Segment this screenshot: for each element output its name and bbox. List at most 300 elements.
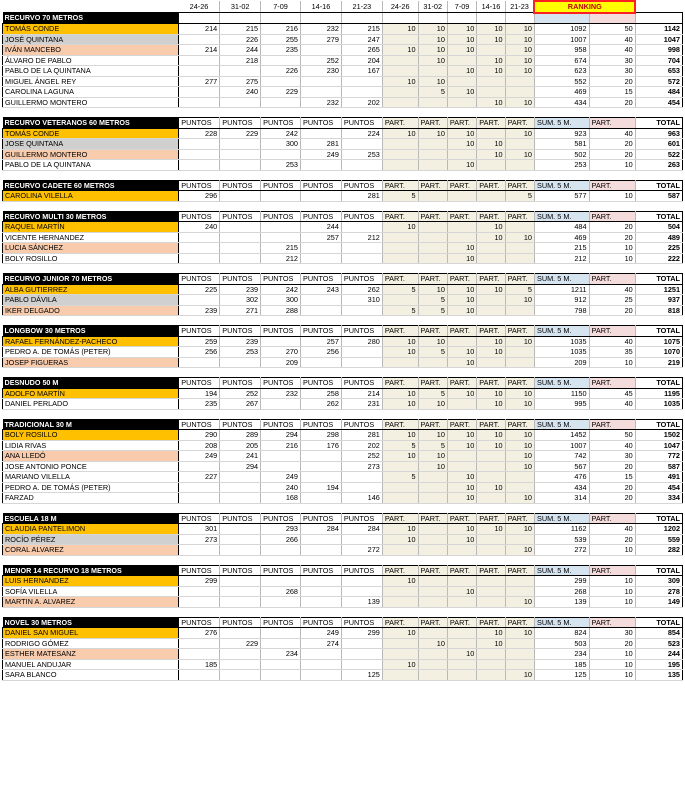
part-header: PART. bbox=[477, 419, 505, 430]
puntos-header: PUNTOS bbox=[261, 378, 301, 389]
points-cell bbox=[179, 670, 220, 681]
points-cell: 205 bbox=[220, 440, 261, 451]
part-header: PART. bbox=[589, 180, 635, 191]
archer-name: RODRIGO GÓMEZ bbox=[3, 638, 179, 649]
total-cell: 244 bbox=[635, 649, 682, 660]
part-header: PART. bbox=[447, 211, 476, 222]
table-row bbox=[3, 649, 683, 660]
points-cell: 266 bbox=[261, 534, 301, 545]
spacer-cell bbox=[3, 503, 683, 513]
part-header: PART. bbox=[447, 274, 476, 285]
puntos-header: PUNTOS bbox=[301, 211, 342, 222]
spacer-cell bbox=[3, 170, 683, 180]
table-row bbox=[3, 461, 683, 472]
sum-cell: 958 bbox=[534, 45, 589, 56]
points-cell: 244 bbox=[220, 45, 261, 56]
points-cell bbox=[179, 586, 220, 597]
part-header: PART. bbox=[477, 180, 505, 191]
points-cell bbox=[301, 586, 342, 597]
points-cell: 252 bbox=[301, 55, 342, 66]
participation-cell: 10 bbox=[505, 545, 534, 556]
puntos-header: PUNTOS bbox=[220, 326, 261, 337]
points-cell: 274 bbox=[301, 638, 342, 649]
archer-name: IVÁN MANCEBO bbox=[3, 45, 179, 56]
participation-cell: 5 bbox=[418, 305, 447, 316]
participation-cell: 10 bbox=[447, 649, 476, 660]
ranking-part-cell: 15 bbox=[589, 472, 635, 483]
sum-header: SUM. 5 M. bbox=[534, 565, 589, 576]
section-spacer bbox=[3, 264, 683, 274]
sum-cell: 581 bbox=[534, 139, 589, 150]
archer-name: CAROLINA VILELLA bbox=[3, 191, 179, 202]
total-cell: 704 bbox=[635, 55, 682, 66]
table-row bbox=[3, 524, 683, 535]
points-cell: 253 bbox=[261, 160, 301, 171]
ranking-part-cell: 35 bbox=[589, 347, 635, 358]
total-cell: 854 bbox=[635, 628, 682, 639]
total-cell: 263 bbox=[635, 160, 682, 171]
participation-cell bbox=[418, 472, 447, 483]
participation-cell bbox=[418, 222, 447, 233]
part-header: PART. bbox=[505, 211, 534, 222]
ranking-part-cell: 50 bbox=[589, 430, 635, 441]
puntos-header: PUNTOS bbox=[341, 118, 382, 129]
participation-cell: 10 bbox=[505, 128, 534, 139]
participation-cell: 5 bbox=[505, 284, 534, 295]
header-cell-empty bbox=[477, 13, 505, 24]
part-header: PART. bbox=[589, 513, 635, 524]
points-cell: 215 bbox=[261, 243, 301, 254]
points-cell bbox=[301, 670, 342, 681]
participation-cell bbox=[447, 191, 476, 202]
header-cell-empty bbox=[179, 13, 220, 24]
spacer-cell bbox=[3, 368, 683, 378]
sum-cell: 215 bbox=[534, 243, 589, 254]
points-cell: 284 bbox=[301, 524, 342, 535]
sum-header: SUM. 5 M. bbox=[534, 211, 589, 222]
table-row bbox=[3, 659, 683, 670]
sum-cell: 469 bbox=[534, 87, 589, 98]
points-cell: 168 bbox=[261, 493, 301, 504]
participation-cell: 10 bbox=[382, 524, 418, 535]
points-cell bbox=[179, 66, 220, 77]
participation-cell: 10 bbox=[447, 430, 476, 441]
participation-cell: 10 bbox=[447, 87, 476, 98]
points-cell: 240 bbox=[261, 482, 301, 493]
sum-cell: 484 bbox=[534, 222, 589, 233]
points-cell: 298 bbox=[301, 430, 342, 441]
sum-cell: 912 bbox=[534, 295, 589, 306]
points-cell: 232 bbox=[301, 97, 342, 108]
points-cell bbox=[341, 347, 382, 358]
part-header: PART. bbox=[447, 118, 476, 129]
points-cell bbox=[261, 659, 301, 670]
ranking-part-cell: 10 bbox=[589, 659, 635, 670]
section-title: RECURVO VETERANOS 60 METROS bbox=[3, 118, 179, 129]
points-cell bbox=[179, 649, 220, 660]
total-cell: 818 bbox=[635, 305, 682, 316]
participation-cell bbox=[382, 493, 418, 504]
participation-cell bbox=[418, 243, 447, 254]
section-spacer bbox=[3, 368, 683, 378]
ranking-part-cell: 40 bbox=[589, 440, 635, 451]
points-cell bbox=[341, 87, 382, 98]
points-cell bbox=[179, 638, 220, 649]
points-cell: 300 bbox=[261, 295, 301, 306]
part-header: PART. bbox=[382, 513, 418, 524]
archer-name: PEDRO A. DE TOMÁS (PETER) bbox=[3, 482, 179, 493]
points-cell bbox=[301, 597, 342, 608]
ranking-part-cell: 15 bbox=[589, 87, 635, 98]
sum-cell: 1452 bbox=[534, 430, 589, 441]
points-cell: 267 bbox=[220, 399, 261, 410]
participation-cell bbox=[418, 628, 447, 639]
points-cell: 256 bbox=[179, 347, 220, 358]
participation-cell: 10 bbox=[505, 451, 534, 462]
part-header: PART. bbox=[382, 419, 418, 430]
points-cell bbox=[220, 97, 261, 108]
participation-cell bbox=[418, 597, 447, 608]
points-cell: 235 bbox=[179, 399, 220, 410]
points-cell bbox=[220, 253, 261, 264]
participation-cell: 10 bbox=[447, 160, 476, 171]
points-cell bbox=[179, 55, 220, 66]
part-header: PART. bbox=[589, 211, 635, 222]
total-cell: 334 bbox=[635, 493, 682, 504]
total-cell: 149 bbox=[635, 597, 682, 608]
total-cell: 1035 bbox=[635, 399, 682, 410]
points-cell: 300 bbox=[261, 139, 301, 150]
archer-name: VICENTE HERNANDEZ bbox=[3, 232, 179, 243]
points-cell bbox=[301, 534, 342, 545]
ranking-part-cell: 40 bbox=[589, 284, 635, 295]
participation-cell bbox=[418, 149, 447, 160]
part-header: PART. bbox=[505, 617, 534, 628]
points-cell bbox=[301, 76, 342, 87]
ranking-part-cell: 20 bbox=[589, 305, 635, 316]
sum-cell: 674 bbox=[534, 55, 589, 66]
points-cell bbox=[341, 638, 382, 649]
participation-cell: 10 bbox=[418, 128, 447, 139]
points-cell: 284 bbox=[341, 524, 382, 535]
points-cell bbox=[179, 232, 220, 243]
participation-cell: 10 bbox=[447, 472, 476, 483]
total-header: TOTAL bbox=[635, 565, 682, 576]
sum-cell: 234 bbox=[534, 649, 589, 660]
points-cell: 215 bbox=[220, 24, 261, 35]
points-cell bbox=[301, 659, 342, 670]
points-cell: 277 bbox=[179, 76, 220, 87]
header-cell-empty bbox=[505, 13, 534, 24]
archer-name: DANIEL PERLADO bbox=[3, 399, 179, 410]
participation-cell: 10 bbox=[477, 97, 505, 108]
points-cell: 212 bbox=[341, 232, 382, 243]
points-cell: 229 bbox=[220, 128, 261, 139]
puntos-header: PUNTOS bbox=[261, 617, 301, 628]
date-header-row bbox=[3, 1, 683, 13]
table-row bbox=[3, 493, 683, 504]
participation-cell: 10 bbox=[447, 24, 476, 35]
participation-cell bbox=[505, 638, 534, 649]
participation-cell bbox=[505, 160, 534, 171]
ranking-part-cell: 10 bbox=[589, 586, 635, 597]
archer-name: JOSEP FIGUERAS bbox=[3, 357, 179, 368]
participation-cell bbox=[382, 253, 418, 264]
points-cell: 253 bbox=[220, 347, 261, 358]
participation-cell: 10 bbox=[447, 243, 476, 254]
participation-cell bbox=[382, 638, 418, 649]
sum-cell: 314 bbox=[534, 493, 589, 504]
part-header: PART. bbox=[505, 565, 534, 576]
total-cell: 454 bbox=[635, 482, 682, 493]
participation-cell: 10 bbox=[447, 34, 476, 45]
participation-cell bbox=[477, 597, 505, 608]
puntos-header: PUNTOS bbox=[341, 419, 382, 430]
part-header: PART. bbox=[447, 617, 476, 628]
ranking-table bbox=[2, 0, 683, 681]
points-cell: 279 bbox=[301, 34, 342, 45]
sum-cell: 434 bbox=[534, 482, 589, 493]
part-header: PART. bbox=[447, 513, 476, 524]
total-cell: 1195 bbox=[635, 388, 682, 399]
date-header: 7-09 bbox=[261, 1, 301, 13]
part-header: PART. bbox=[477, 274, 505, 285]
section-header-row bbox=[3, 180, 683, 191]
participation-cell: 10 bbox=[418, 336, 447, 347]
participation-cell: 10 bbox=[477, 284, 505, 295]
sum-header bbox=[534, 13, 589, 24]
participation-cell: 10 bbox=[477, 347, 505, 358]
points-cell bbox=[220, 628, 261, 639]
sum-cell: 212 bbox=[534, 253, 589, 264]
points-cell bbox=[220, 191, 261, 202]
points-cell: 239 bbox=[220, 284, 261, 295]
archer-name: ESTHER MATESANZ bbox=[3, 649, 179, 660]
ranking-part-cell: 40 bbox=[589, 399, 635, 410]
points-cell bbox=[341, 586, 382, 597]
participation-cell: 10 bbox=[505, 149, 534, 160]
part-header: PART. bbox=[589, 617, 635, 628]
points-cell bbox=[261, 461, 301, 472]
section-title: DESNUDO 50 M bbox=[3, 378, 179, 389]
puntos-header: PUNTOS bbox=[220, 617, 261, 628]
participation-cell: 10 bbox=[418, 451, 447, 462]
points-cell bbox=[220, 472, 261, 483]
ranking-part-cell: 10 bbox=[589, 243, 635, 254]
section-spacer bbox=[3, 170, 683, 180]
part-header: PART. bbox=[418, 419, 447, 430]
table-row bbox=[3, 638, 683, 649]
points-cell bbox=[220, 586, 261, 597]
part-header: PART. bbox=[382, 180, 418, 191]
participation-cell bbox=[418, 524, 447, 535]
participation-cell: 10 bbox=[447, 493, 476, 504]
total-header: TOTAL bbox=[635, 211, 682, 222]
participation-cell bbox=[477, 659, 505, 670]
points-cell: 224 bbox=[341, 128, 382, 139]
total-cell: 219 bbox=[635, 357, 682, 368]
puntos-header: PUNTOS bbox=[220, 274, 261, 285]
puntos-header: PUNTOS bbox=[261, 211, 301, 222]
table-row bbox=[3, 284, 683, 295]
participation-cell bbox=[447, 461, 476, 472]
participation-cell: 10 bbox=[477, 24, 505, 35]
points-cell: 226 bbox=[261, 66, 301, 77]
date-header: 21-23 bbox=[505, 1, 534, 13]
participation-cell bbox=[477, 243, 505, 254]
part-header: PART. bbox=[505, 118, 534, 129]
participation-cell: 10 bbox=[477, 34, 505, 45]
participation-cell bbox=[477, 45, 505, 56]
part-header: PART. bbox=[382, 118, 418, 129]
participation-cell: 10 bbox=[447, 534, 476, 545]
participation-cell bbox=[382, 55, 418, 66]
section-header-row bbox=[3, 617, 683, 628]
points-cell: 294 bbox=[261, 430, 301, 441]
puntos-header: PUNTOS bbox=[179, 118, 220, 129]
points-cell: 232 bbox=[261, 388, 301, 399]
points-cell bbox=[179, 461, 220, 472]
puntos-header: PUNTOS bbox=[220, 118, 261, 129]
participation-cell: 10 bbox=[418, 24, 447, 35]
points-cell bbox=[261, 76, 301, 87]
participation-cell: 10 bbox=[447, 305, 476, 316]
ranking-header: RANKING bbox=[534, 1, 635, 13]
participation-cell: 5 bbox=[382, 472, 418, 483]
points-cell bbox=[220, 149, 261, 160]
participation-cell bbox=[418, 160, 447, 171]
total-cell: 225 bbox=[635, 243, 682, 254]
total-header: TOTAL bbox=[635, 419, 682, 430]
archer-name: JOSÉ QUINTANA bbox=[3, 34, 179, 45]
participation-cell: 10 bbox=[382, 534, 418, 545]
table-row bbox=[3, 76, 683, 87]
ranking-part-cell: 30 bbox=[589, 628, 635, 639]
points-cell: 258 bbox=[301, 388, 342, 399]
ranking-part-cell: 50 bbox=[589, 24, 635, 35]
ranking-part-cell: 10 bbox=[589, 160, 635, 171]
header-cell-empty bbox=[220, 13, 261, 24]
participation-cell bbox=[505, 305, 534, 316]
table-row bbox=[3, 191, 683, 202]
participation-cell bbox=[447, 545, 476, 556]
puntos-header: PUNTOS bbox=[179, 378, 220, 389]
participation-cell bbox=[505, 76, 534, 87]
participation-cell bbox=[447, 76, 476, 87]
points-cell bbox=[301, 305, 342, 316]
points-cell bbox=[301, 191, 342, 202]
participation-cell: 10 bbox=[505, 430, 534, 441]
participation-cell bbox=[477, 305, 505, 316]
participation-cell bbox=[418, 545, 447, 556]
archer-name: ANA LLEDÓ bbox=[3, 451, 179, 462]
participation-cell bbox=[477, 357, 505, 368]
sum-cell: 623 bbox=[534, 66, 589, 77]
participation-cell: 5 bbox=[418, 295, 447, 306]
section-title: RECURVO 70 METROS bbox=[3, 13, 179, 24]
archer-name: DANIEL SAN MIGUEL bbox=[3, 628, 179, 639]
part-header: PART. bbox=[382, 274, 418, 285]
puntos-header: PUNTOS bbox=[220, 419, 261, 430]
part-header: PART. bbox=[589, 419, 635, 430]
part-header: PART. bbox=[477, 513, 505, 524]
section-spacer bbox=[3, 108, 683, 118]
points-cell: 226 bbox=[220, 34, 261, 45]
archer-name: ROCÍO PÉREZ bbox=[3, 534, 179, 545]
participation-cell bbox=[418, 670, 447, 681]
participation-cell bbox=[447, 336, 476, 347]
participation-cell bbox=[447, 399, 476, 410]
participation-cell: 10 bbox=[505, 34, 534, 45]
total-cell: 587 bbox=[635, 461, 682, 472]
points-cell: 215 bbox=[341, 24, 382, 35]
archer-name: FARZAD bbox=[3, 493, 179, 504]
participation-cell bbox=[382, 87, 418, 98]
points-cell bbox=[341, 534, 382, 545]
puntos-header: PUNTOS bbox=[301, 180, 342, 191]
archer-name: PABLO DÁVILA bbox=[3, 295, 179, 306]
sum-cell: 476 bbox=[534, 472, 589, 483]
table-row bbox=[3, 149, 683, 160]
participation-cell: 10 bbox=[477, 336, 505, 347]
puntos-header: PUNTOS bbox=[179, 513, 220, 524]
points-cell bbox=[220, 524, 261, 535]
points-cell: 146 bbox=[341, 493, 382, 504]
participation-cell bbox=[477, 191, 505, 202]
points-cell bbox=[179, 357, 220, 368]
section-header-row bbox=[3, 565, 683, 576]
points-cell: 302 bbox=[220, 295, 261, 306]
participation-cell: 10 bbox=[418, 638, 447, 649]
archer-name: LIDIA RIVAS bbox=[3, 440, 179, 451]
participation-cell bbox=[447, 628, 476, 639]
participation-cell bbox=[382, 357, 418, 368]
points-cell: 202 bbox=[341, 97, 382, 108]
table-row bbox=[3, 347, 683, 358]
total-header: TOTAL bbox=[635, 274, 682, 285]
points-cell bbox=[220, 649, 261, 660]
total-cell: 1047 bbox=[635, 34, 682, 45]
puntos-header: PUNTOS bbox=[341, 211, 382, 222]
puntos-header: PUNTOS bbox=[301, 326, 342, 337]
sum-cell: 434 bbox=[534, 97, 589, 108]
part-header: PART. bbox=[589, 565, 635, 576]
section-title: NOVEL 30 METROS bbox=[3, 617, 179, 628]
participation-cell bbox=[418, 139, 447, 150]
participation-cell: 10 bbox=[505, 24, 534, 35]
points-cell bbox=[301, 253, 342, 264]
points-cell: 242 bbox=[261, 284, 301, 295]
participation-cell bbox=[505, 482, 534, 493]
participation-cell: 10 bbox=[477, 399, 505, 410]
participation-cell bbox=[382, 243, 418, 254]
total-cell: 559 bbox=[635, 534, 682, 545]
participation-cell: 10 bbox=[418, 34, 447, 45]
points-cell: 296 bbox=[179, 191, 220, 202]
table-row bbox=[3, 388, 683, 399]
puntos-header: PUNTOS bbox=[261, 513, 301, 524]
participation-cell: 5 bbox=[382, 440, 418, 451]
points-cell: 208 bbox=[179, 440, 220, 451]
section-header-row bbox=[3, 274, 683, 285]
archer-name: MANUEL ANDUJAR bbox=[3, 659, 179, 670]
participation-cell: 10 bbox=[447, 482, 476, 493]
participation-cell: 5 bbox=[505, 191, 534, 202]
ranking-part-cell: 20 bbox=[589, 638, 635, 649]
sum-cell: 742 bbox=[534, 451, 589, 462]
points-cell bbox=[220, 243, 261, 254]
part-header: PART. bbox=[418, 326, 447, 337]
